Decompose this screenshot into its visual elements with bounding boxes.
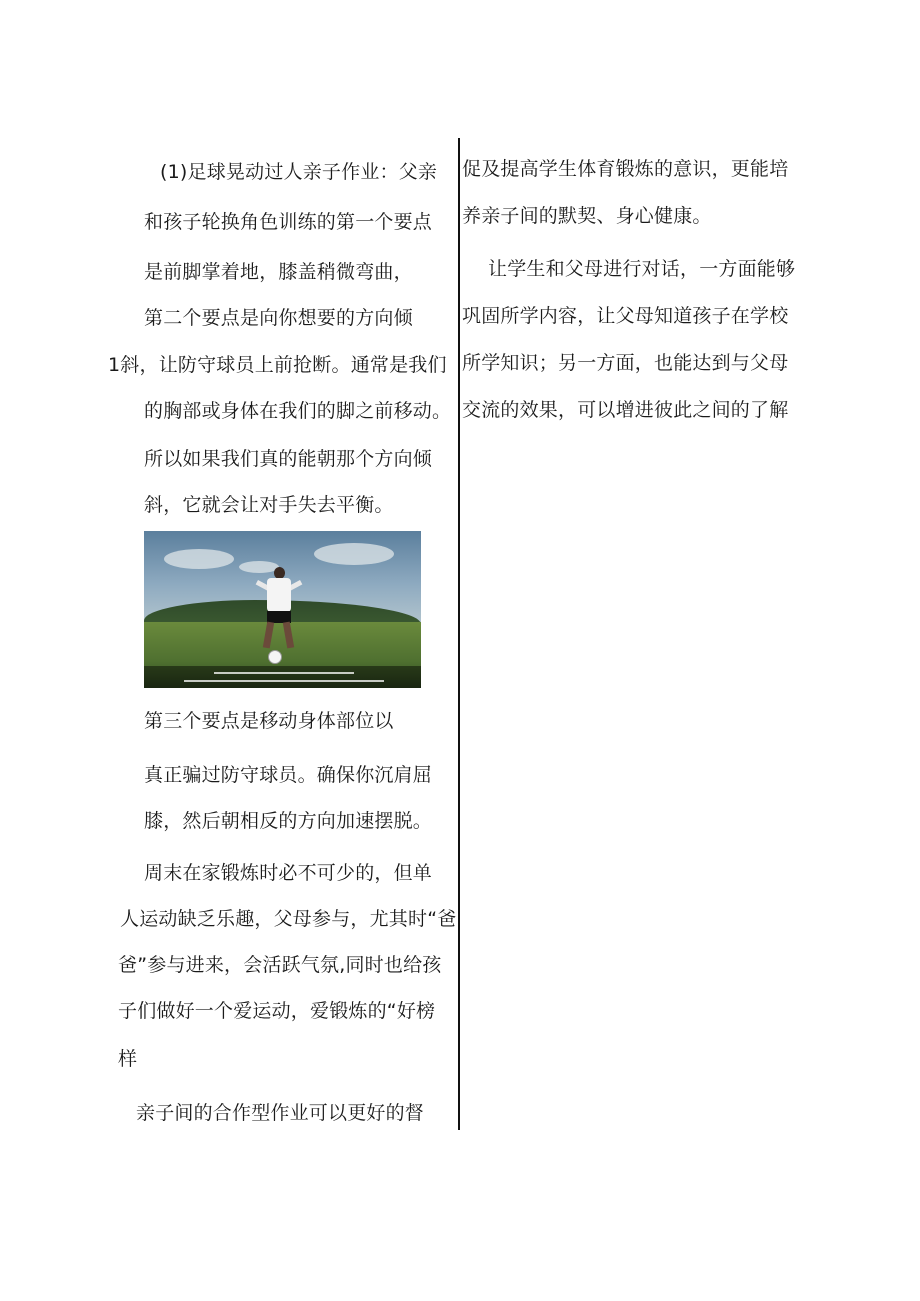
left-line-3: 是前脚掌着地，膝盖稍微弯曲， xyxy=(144,261,413,283)
right-line-6: 交流的效果，可以增进彼此之间的了解 xyxy=(462,399,789,421)
left-line-17: 亲子间的合作型作业可以更好的督 xyxy=(136,1102,425,1124)
video-subtitle-bar xyxy=(144,666,421,688)
soccer-ball xyxy=(268,650,282,664)
left-line-11: 膝，然后朝相反的方向加速摆脱。 xyxy=(144,810,433,832)
left-line-9: 第三个要点是移动身体部位以 xyxy=(144,710,394,732)
column-divider xyxy=(458,138,460,1130)
right-line-4: 巩固所学内容，让父母知道孩子在学校 xyxy=(462,305,789,327)
left-line-2: 和孩子轮换角色训练的第一个要点 xyxy=(144,211,433,233)
left-line-16: 样 xyxy=(118,1048,138,1070)
left-line-7: 所以如果我们真的能朝那个方向倾 xyxy=(144,448,433,470)
left-line-12: 周末在家锻炼时必不可少的，但单 xyxy=(144,862,433,884)
left-line-4: 第二个要点是向你想要的方向倾 xyxy=(144,307,413,329)
left-line-15: 子们做好一个爱运动，爱锻炼的“好榜 xyxy=(118,1000,436,1022)
left-line-5: 1斜，让防守球员上前抢断。通常是我们 xyxy=(108,354,447,376)
right-line-5: 所学知识；另一方面，也能达到与父母 xyxy=(462,352,789,374)
left-line-8: 斜，它就会让对手失去平衡。 xyxy=(144,494,394,516)
left-line-10: 真正骗过防守球员。确保你沉肩屈 xyxy=(144,764,433,786)
soccer-photo xyxy=(144,531,421,688)
left-line-14: 爸”参与进来，会活跃气氛,同时也给孩 xyxy=(118,954,442,976)
right-line-1: 促及提高学生体育锻炼的意识，更能培 xyxy=(462,158,789,180)
right-line-2: 养亲子间的默契、身心健康。 xyxy=(462,205,712,227)
right-line-3: 让学生和父母进行对话，一方面能够 xyxy=(488,258,796,280)
left-line-6: 的胸部或身体在我们的脚之前移动。 xyxy=(144,400,452,422)
left-line-13: 人运动缺乏乐趣，父母参与，尤其时“爸 xyxy=(120,908,457,930)
left-line-1: (1)足球晃动过人亲子作业：父亲 xyxy=(160,161,438,183)
